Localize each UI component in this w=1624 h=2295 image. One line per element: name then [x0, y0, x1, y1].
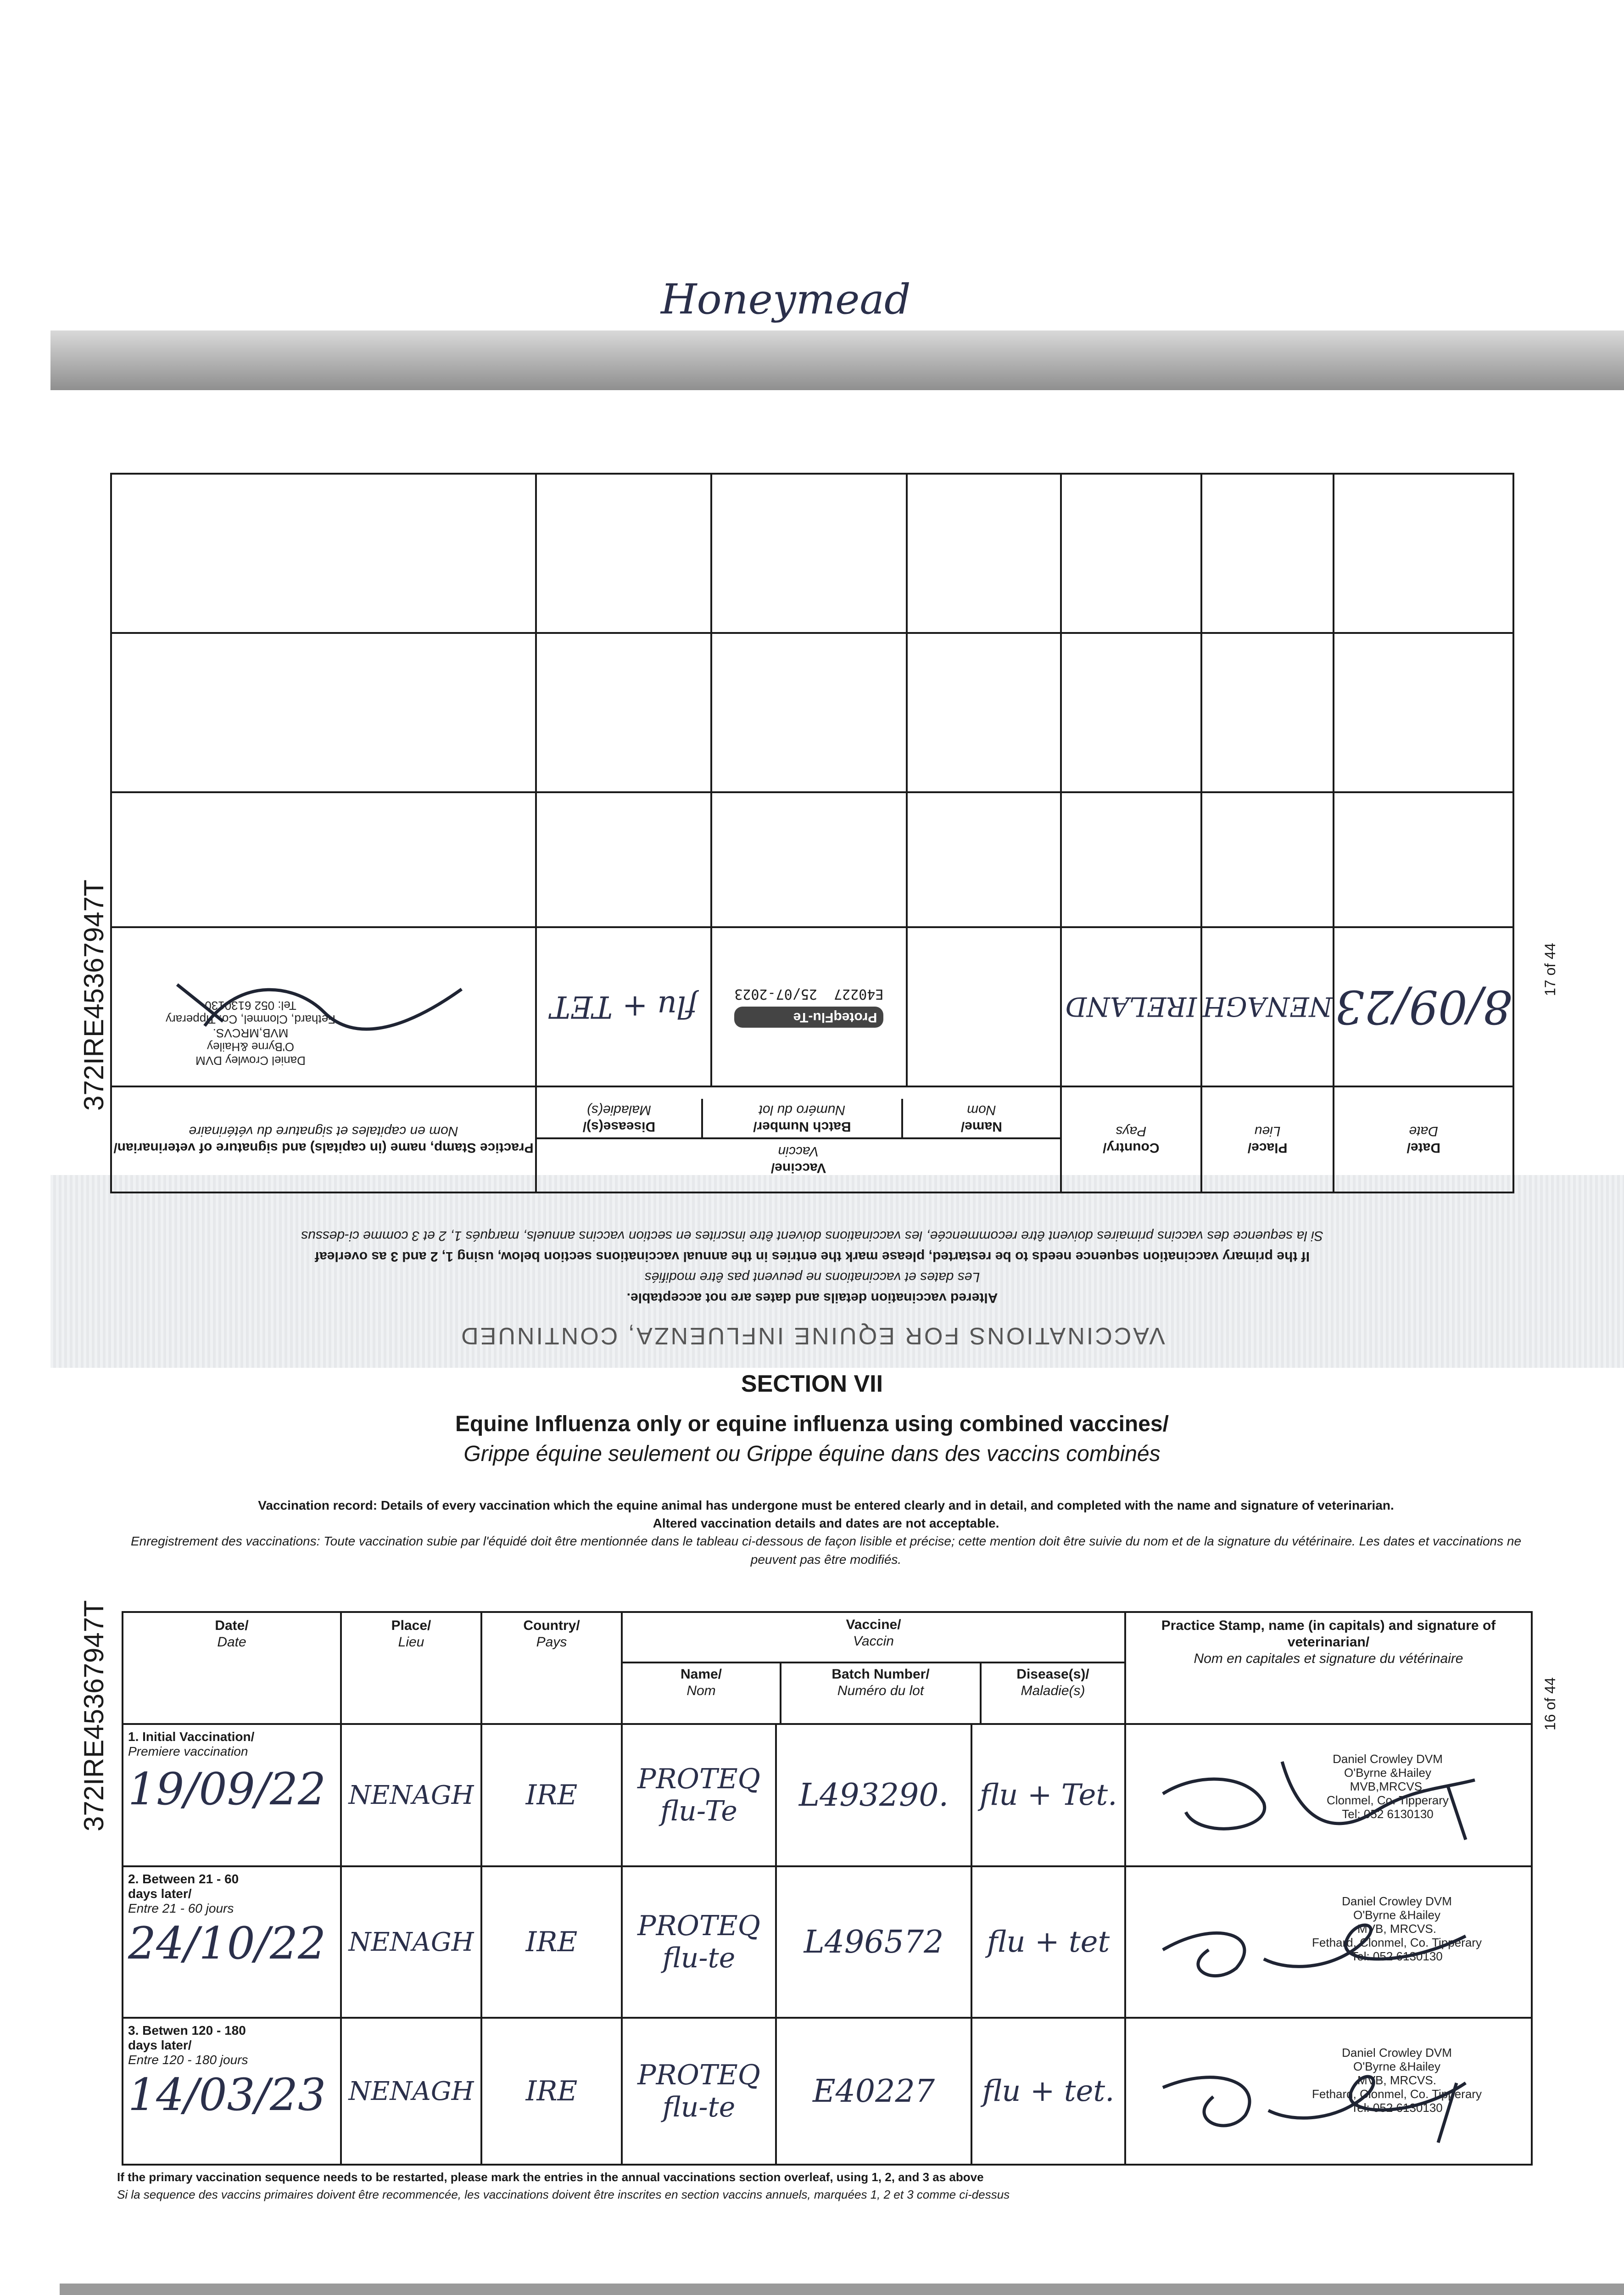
- row-place: NENAGH: [341, 2018, 481, 2165]
- row-batch: E40227: [776, 2018, 971, 2165]
- row-place: NENAGH: [341, 1866, 481, 2018]
- vet-stamp: Daniel Crowley DVM O'Byrne &Hailey MVB, MRCVS. Fethard, Clonmel, Co. Tipperary Tel: 052 6130130: [1312, 1894, 1482, 1963]
- vet-stamp: Daniel Crowley DVM O'Byrne &Hailey MVB,MRCVS. Clonmel, Co. Tipperary Tel: 052 6130130: [1327, 1752, 1449, 1821]
- upper-entry-country: IRELAND: [1061, 927, 1201, 1086]
- upper-header-name: Name/ Nom: [901, 1099, 1060, 1137]
- lower-header-country: Country/ Pays: [481, 1612, 622, 1724]
- row-country: IRE: [481, 1724, 622, 1866]
- passport-id-lower: 372IRE45367947T: [78, 1600, 109, 1831]
- row-stamp: [1125, 1866, 1532, 2018]
- row-date: 24/10/22: [128, 1918, 326, 1969]
- lower-header-vaccine-sub: [623, 1663, 1124, 1723]
- upper-running-head: VACCINATIONS FOR EQUINE INFLUENZA, CONTINUED: [459, 1322, 1165, 1349]
- lower-page-number: [1542, 1677, 1559, 1730]
- row-batch: L496572: [776, 1866, 971, 2018]
- table-row: [123, 1724, 1532, 1866]
- top-note: Honeymead: [661, 275, 911, 324]
- row-batch: L493290.: [776, 1724, 971, 1866]
- row-label-fr: Entre 120 - 180 jours: [128, 2053, 248, 2067]
- row-label: 1. Initial Vaccination/: [128, 1730, 255, 1744]
- upper-note-2: Les dates et vaccinations ne peuvent pas être modifiés: [644, 1270, 980, 1285]
- upper-header-vaccine-title: Vaccine/ Vaccin: [537, 1137, 1060, 1180]
- sticker-brand: ProteqFlu-Te: [734, 1007, 883, 1028]
- lower-header-row: [123, 1612, 1532, 1724]
- upper-vet-signature: [159, 962, 480, 1053]
- sticker-expiry: 25/07-2023: [734, 985, 817, 1002]
- row-country: IRE: [481, 1866, 622, 2018]
- section-title: Equine Influenza only or equine influenza using combined vaccines/: [455, 1412, 1169, 1436]
- row-disease: flu + Tet.: [971, 1724, 1125, 1866]
- upper-entry-disease: flu + TET: [536, 927, 711, 1086]
- upper-header-country: Country/ Pays: [1061, 1086, 1201, 1192]
- upper-entry-batch-label: [711, 927, 907, 1086]
- scan-edge-top: [50, 330, 1624, 390]
- lower-header-stamp: Practice Stamp, name (in capitals) and signature of veterinarian/ Nom en capitales et signature du vétérinaire: [1125, 1612, 1532, 1724]
- upper-entry-row: [111, 927, 1513, 1086]
- vet-signature: [1144, 1734, 1493, 1853]
- table-row: [123, 1866, 1532, 2018]
- upper-empty-row-2: [111, 633, 1513, 792]
- upper-page-number: [1542, 943, 1559, 996]
- lower-header-vaccine-title: Vaccine/ Vaccin: [623, 1613, 1124, 1663]
- record-instructions: [124, 1496, 1528, 1568]
- row-date: 19/09/22: [128, 1763, 326, 1815]
- vet-signature: [1144, 1881, 1493, 2000]
- row-label: 3. Betwen 120 - 180 days later/: [128, 2023, 246, 2052]
- section-number: SECTION VII: [741, 1371, 883, 1397]
- row-date-cell: [123, 1866, 341, 2018]
- footer-note: [117, 2169, 1540, 2203]
- upper-note-3: If the primary vaccination sequence needs to be restarted, please mark the entries in the annual vaccinations section below, using 1, 2 and 3 as overleaf: [315, 1249, 1310, 1264]
- passport-id-upper: 372IRE45367947T: [78, 879, 109, 1111]
- lower-page-number-text: 16 of 44: [1542, 1677, 1558, 1730]
- record-en-2: Altered vaccination details and dates are not acceptable.: [653, 1516, 999, 1531]
- scan-edge-bottom: [60, 2284, 1624, 2295]
- row-label-fr: Entre 21 - 60 jours: [128, 1901, 234, 1915]
- footer-en: If the primary vaccination sequence needs to be restarted, please mark the entries in the annual vaccinations section overleaf, using 1, 2, and 3 as above: [117, 2170, 984, 2184]
- upper-header-disease: Disease(s)/ Maladie(s): [582, 1103, 656, 1135]
- sticker-batch: E40227: [834, 985, 884, 1002]
- row-disease: flu + tet: [971, 1866, 1125, 2018]
- upper-empty-row-3: [111, 474, 1513, 633]
- record-en: Vaccination record: Details of every vaccination which the equine animal has undergone must be entered clearly and in detail, and completed with the name and signature of veterinarian.: [258, 1498, 1394, 1512]
- row-date-cell: [123, 1724, 341, 1866]
- upper-header-vaccine-sub: [537, 1099, 1060, 1137]
- footer-fr: Si la sequence des vaccins primaires doivent être recommencée, les vaccinations doivent être inscrites en section vaccins annuels, marquées 1, 2 et 3 comme ci-dessus: [117, 2187, 1010, 2201]
- row-disease: flu + tet.: [971, 2018, 1125, 2165]
- row-date: 14/03/23: [128, 2069, 326, 2121]
- upper-page-number-text: 17 of 44: [1542, 943, 1558, 996]
- record-fr: Enregistrement des vaccinations: Toute vaccination subie par l'équidé doit être mentionnée dans le tableau ci-dessous de façon lisible et précise; cette mention doit être suivie du nom et de la signature du vétérinaire. Les dates et vaccinations ne peuvent pas être modifiés.: [130, 1534, 1522, 1567]
- row-vaccine-name: PROTEQ flu-Te: [622, 1724, 776, 1866]
- upper-entry-name: [907, 927, 1061, 1086]
- row-vaccine-name: PROTEQ flu-te: [622, 2018, 776, 2165]
- lower-header-place: Place/ Lieu: [341, 1612, 481, 1724]
- lower-header-date: Date/ Date: [123, 1612, 341, 1724]
- lower-header-name: Name/ Nom: [623, 1663, 781, 1723]
- upper-note-4: Si la sequence des vaccins primaires doivent être recommencée, les vaccinations doivent être inscrites en section vaccins annuels, marqués 1, 2 et 3 comme ci-dessus: [301, 1228, 1323, 1243]
- upper-page-block: [110, 473, 1514, 1349]
- row-place: NENAGH: [341, 1724, 481, 1866]
- row-vaccine-name: PROTEQ flu-te: [622, 1866, 776, 2018]
- upper-note-1: Altered vaccination details and dates are not acceptable.: [626, 1290, 998, 1305]
- lower-vaccination-table: [122, 1611, 1533, 2166]
- row-label-fr: Premiere vaccination: [128, 1744, 248, 1758]
- upper-vaccination-table: [110, 473, 1514, 1193]
- section-title-fr: Grippe équine seulement ou Grippe équine dans des vaccins combinés: [463, 1442, 1161, 1466]
- row-label: 2. Between 21 - 60 days later/: [128, 1872, 239, 1901]
- upper-header-date: Date/ Date: [1334, 1086, 1514, 1192]
- lower-header-batch: Batch Number/ Numéro du lot: [781, 1663, 982, 1723]
- upper-entry-stamp: [111, 927, 536, 1086]
- row-stamp: [1125, 2018, 1532, 2165]
- vaccine-sticker: [734, 986, 883, 1028]
- upper-header-stamp: Practice Stamp, name (in capitals) and signature of veterinarian/ Nom en capitales et signature du vétérinaire: [111, 1086, 536, 1192]
- row-country: IRE: [481, 2018, 622, 2165]
- upper-entry-date: 8/09/23: [1334, 927, 1514, 1086]
- upper-notes: [110, 1226, 1514, 1308]
- row-date-cell: [123, 2018, 341, 2165]
- upper-header-place: Place/ Lieu: [1201, 1086, 1334, 1192]
- vet-signature: [1144, 2032, 1493, 2152]
- row-stamp: [1125, 1724, 1532, 1866]
- lower-header-disease: Disease(s)/ Maladie(s): [1016, 1667, 1089, 1698]
- upper-header-vaccine: [536, 1086, 1061, 1192]
- table-row: [123, 2018, 1532, 2165]
- upper-header-batch: Batch Number/ Numéro du lot: [701, 1099, 901, 1137]
- upper-entry-place: NENAGH: [1201, 927, 1334, 1086]
- vet-stamp: Daniel Crowley DVM O'Byrne &Hailey MVB, MRCVS. Fethard, Clonmel, Co. Tipperary Tel: 052 6130130: [1312, 2046, 1482, 2115]
- upper-empty-row-1: [111, 792, 1513, 927]
- upper-vet-stamp: Daniel Crowley DVM O'Byrne &Hailey MVB,MRCVS. Fethard, Clonmel, Co. Tipperary Tel: 052 6130130: [166, 999, 335, 1068]
- lower-header-vaccine: [622, 1612, 1125, 1724]
